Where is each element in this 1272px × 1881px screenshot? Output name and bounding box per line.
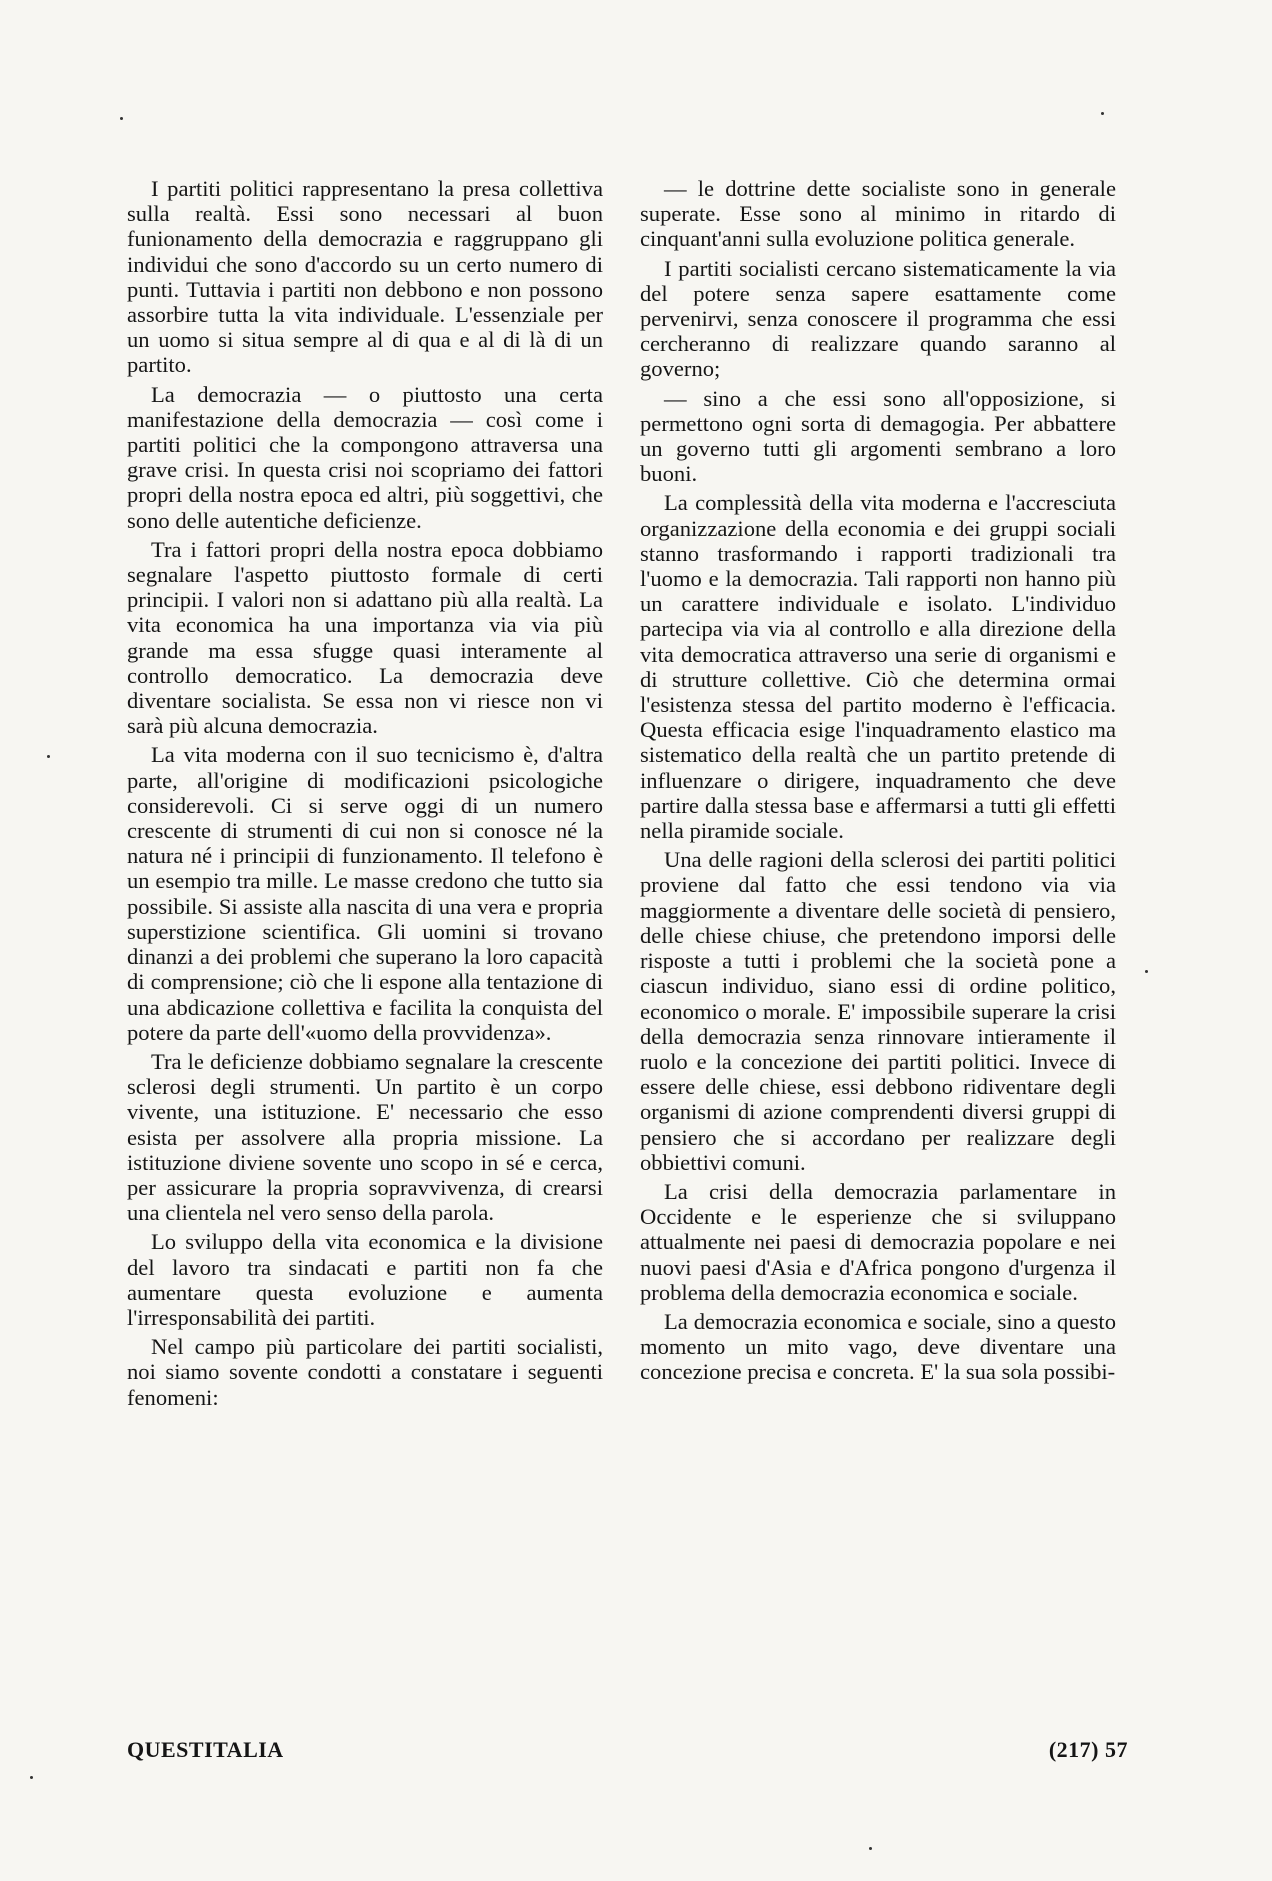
paragraph: La complessità della vita moderna e l'accresciuta organizzazione della economia e dei gruppi sociali stanno trasformando i rapporti tradizionali tra l'uomo e la democrazia. Tali rapporti non hanno più un carattere individuale e isolato. L'individuo partecipa via via al controllo e alla direzione della vita democratica attraverso una serie di organismi e di strutture collettive. Ciò che determina ormai l'esistenza stessa del partito moderno è l'efficacia. Questa efficacia esige l'inquadramento elastico ma sistematico della realtà che un partito pretende di influenzare o dirigere, inquadramento che deve partire dalla stessa base e affermarsi a tutti gli effetti nella piramide sociale. (640, 490, 1116, 844)
page-number: (217) 57 (1048, 1737, 1128, 1762)
scan-speck (30, 1776, 33, 1779)
scan-speck (120, 117, 123, 120)
right-text-column (640, 176, 1116, 1389)
paragraph: La crisi della democrazia parlamentare in Occidente e le esperienze che si sviluppano attualmente nei paesi di democrazia popolare e nei nuovi paesi d'Asia e d'Africa pongono d'urgenza il problema della democrazia economica e sociale. (640, 1178, 1116, 1305)
scan-speck (1145, 970, 1148, 973)
publication-name: QUESTITALIA (127, 1737, 284, 1762)
scan-speck (869, 1847, 872, 1850)
paragraph: I partiti politici rappresentano la presa collettiva sulla realtà. Essi sono necessari al buon funionamento della democrazia e raggruppano gli individui che sono d'accordo su un certo numero di punti. Tuttavia i partiti non debbono e non possono assorbire tutta la vita individuale. L'essenziale per un uomo si situa sempre al di qua e al di là di un partito. (127, 176, 603, 378)
left-text-column (127, 176, 603, 1414)
scan-speck (47, 755, 50, 758)
paragraph: La vita moderna con il suo tecnicismo è, d'altra parte, all'origine di modificazioni psicologiche considerevoli. Ci si serve oggi di un numero crescente di strumenti di cui non si conosce né la natura né i principii di funzionamento. Il telefono è un esempio tra mille. Le masse credono che tutto sia possibile. Si assiste alla nascita di una vera e propria superstizione scientifica. Gli uomini si trovano dinanzi a dei problemi che superano la loro capacità di comprensione; ciò che li espone alla tentazione di una abdicazione collettiva e facilita la conquista del potere da parte dell'«uomo della provvidenza». (127, 742, 603, 1045)
paragraph: Lo sviluppo della vita economica e la divisione del lavoro tra sindacati e partiti non fa che aumentare questa evoluzione e aumenta l'irresponsabilità dei partiti. (127, 1229, 603, 1330)
paragraph: Tra i fattori propri della nostra epoca dobbiamo segnalare l'aspetto piuttosto formale di certi principii. I valori non si adattano più alla realtà. La vita economica ha una importanza via via più grande ma essa sfugge quasi interamente al controllo democratico. La democrazia deve diventare socialista. Se essa non vi riesce non vi sarà più alcuna democrazia. (127, 536, 603, 739)
paragraph: La democrazia economica e sociale, sino a questo momento un mito vago, deve diventare una concezione precisa e concreta. E' la sua sola possibi- (640, 1308, 1116, 1385)
paragraph: I partiti socialisti cercano sistematicamente la via del potere senza sapere esattamente come pervenirvi, senza conoscere il programma che essi cercheranno di realizzare quando saranno al governo; (640, 255, 1116, 382)
paragraph: — sino a che essi sono all'opposizione, si permettono ogni sorta di demagogia. Per abbattere un governo tutti gli argomenti sembrano a loro buoni. (640, 385, 1116, 487)
paragraph: Una delle ragioni della sclerosi dei partiti politici proviene dal fatto che essi tendono via via maggiormente a diventare delle società di pensiero, delle chiese chiuse, che pretendono imporsi delle risposte a tutti i problemi che la società pone a ciascun individuo, siano essi di ordine politico, economico o morale. E' impossibile superare la crisi della democrazia senza rinnovare intieramente il ruolo e la concezione dei partiti politici. Invece di essere delle chiese, essi debbono ridiventare degli organismi di azione comprendenti diversi gruppi di pensiero che si accordano per realizzare degli obbiettivi comuni. (640, 847, 1116, 1175)
paragraph: Tra le deficienze dobbiamo segnalare la crescente sclerosi degli strumenti. Un partito è un corpo vivente, una istituzione. E' necessario che esso esista per assolvere alla propria missione. La istituzione diviene sovente uno scopo in sé e cerca, per assicurare la propria sopravvivenza, di crearsi una clientela nel vero senso della parola. (127, 1048, 603, 1226)
scan-speck (1101, 112, 1104, 115)
paragraph: — le dottrine dette socialiste sono in generale superate. Esse sono al minimo in ritardo di cinquant'anni sulla evoluzione politica generale. (640, 176, 1116, 252)
paragraph: La democrazia — o piuttosto una certa manifestazione della democrazia — così come i partiti politici che la compongono attraversa una grave crisi. In questa crisi noi scopriamo dei fattori propri della nostra epoca ed altri, più soggettivi, che sono delle autentiche deficienze. (127, 381, 603, 533)
paragraph: Nel campo più particolare dei partiti socialisti, noi siamo sovente condotti a constatare i seguenti fenomeni: (127, 1334, 603, 1410)
